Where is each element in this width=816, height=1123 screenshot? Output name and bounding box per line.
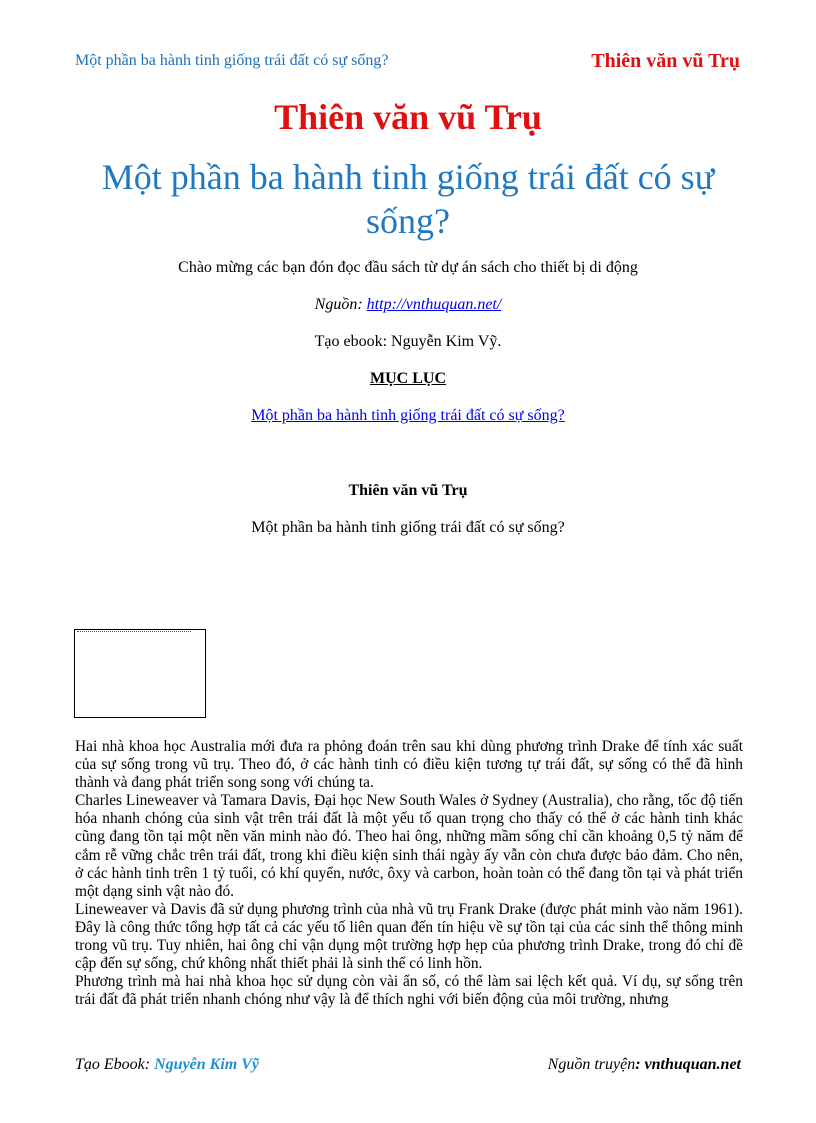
footer-ebook-name: Nguyễn Kim Vỹ: [154, 1056, 259, 1073]
image-placeholder-line: [77, 631, 191, 634]
toc-heading: MỤC LỤC: [370, 370, 446, 387]
article-body: [75, 738, 743, 1009]
running-header-title: Một phần ba hành tinh giống trái đất có sự sống?: [75, 52, 389, 69]
footer-ebook-label: Tạo Ebook: [75, 1056, 145, 1073]
ebook-maker: Tạo ebook: Nguyễn Kim Vỹ.: [314, 333, 502, 350]
footer-source-site: vnthuquan.net: [644, 1056, 741, 1073]
running-header-category: Thiên văn vũ Trụ: [591, 50, 740, 72]
footer-ebook-sep: :: [144, 1056, 155, 1073]
section-title: Thiên văn vũ Trụ: [348, 482, 468, 499]
footer-source-label: Nguồn truyện: [547, 1056, 636, 1073]
page-subtitle: Một phần ba hành tinh giống trái đất có sự sống?: [101, 157, 715, 241]
toc-item-link[interactable]: Một phần ba hành tinh giống trái đất có sự sống?: [251, 407, 565, 424]
paragraph: Hai nhà khoa học Australia mới đưa ra phỏng đoán trên sau khi dùng phương trình Drake để tính xác suất của sự sống trong vũ trụ. Theo đó, ở các hành tinh có điều kiện tương tự trái đất, sự sống có thể đã hình thành và đang phát triển song song với chúng ta.: [75, 738, 743, 792]
welcome-text: Chào mừng các bạn đón đọc đầu sách từ dự án sách cho thiết bị di động: [178, 259, 638, 276]
page-title: Thiên văn vũ Trụ: [274, 97, 542, 137]
paragraph: Phương trình mà hai nhà khoa học sử dụng còn vài ẩn số, có thể làm sai lệch kết quả. Ví dụ, sự sống trên trái đất đã phát triển nhanh chóng như vậy là để thích nghi với biến động của môi trường, nhưng: [75, 973, 743, 1009]
footer-source-credit: [548, 1056, 741, 1074]
footer-source-sep: :: [635, 1056, 645, 1073]
image-placeholder: [74, 629, 206, 718]
paragraph: Lineweaver và Davis đã sử dụng phương trình của nhà vũ trụ Frank Drake (được phát minh vào năm 1961). Đây là công thức tổng hợp tất cả các yếu tố liên quan đến tín hiệu về sự tồn tại của các sinh thể thông minh trong vũ trụ. Tuy nhiên, hai ông chỉ vận dụng một trường hợp hẹp của phương trình Drake, trong đó chỉ đề cập đến sự sống, chứ không nhất thiết phải là sinh thể có linh hồn.: [75, 900, 743, 973]
source-label: Nguồn:: [314, 296, 367, 313]
source-line: [0, 296, 816, 314]
footer-ebook-credit: [75, 1056, 259, 1074]
paragraph: Charles Lineweaver và Tamara Davis, Đại học New South Wales ở Sydney (Australia), cho rằng, tốc độ tiến hóa nhanh chóng của sinh vật trên trái đất là một yếu tố quan trọng cho thấy có thể ở các hành tinh khác cũng đang tồn tại một nền văn minh nào đó. Theo hai ông, những mầm sống chỉ cần khoảng 0,5 tỷ năm để cắm rễ vững chắc trên trái đất, trong khi điều kiện sinh thái ngày ấy vẫn còn chưa được bảo đảm. Cho nên, ở các hành tinh trên 1 tỷ tuổi, có khí quyển, nước, ôxy và carbon, hoàn toàn có thể đang tồn tại và phát triển một dạng sinh vật nào đó.: [75, 792, 743, 900]
source-link[interactable]: http://vnthuquan.net/: [366, 296, 502, 313]
section-subtitle: Một phần ba hành tinh giống trái đất có sự sống?: [251, 519, 565, 536]
